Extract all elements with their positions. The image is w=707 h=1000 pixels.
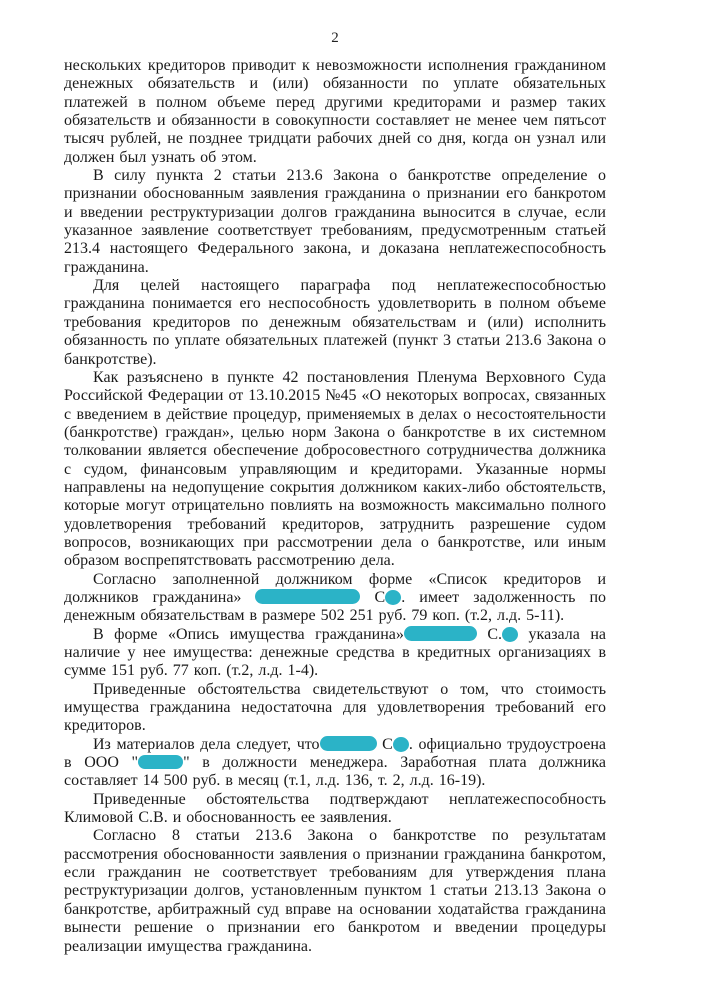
redaction-mark-company	[138, 755, 183, 769]
paragraph-text: Для целей настоящего параграфа под неплатежеспособностью гражданина понимается его неспособность удовлетворить в полном объеме требования кредиторов по денежным обязательствам и (или) исполнить обязанность по уплате обязательных платежей (пункт 3 статьи 213.6 Закона о банкротстве).	[64, 277, 606, 368]
paragraph-plenum-42	[64, 369, 606, 571]
paragraph-text: Из материалов дела следует, что	[93, 735, 320, 753]
paragraph-text: . официально трудоустроена в ООО "	[64, 735, 607, 772]
paragraph-text: " в должности менеджера. Заработная плата должника составляет 14 500 руб. в месяц (т.1, л.д. 136, т. 2, л.д. 16-19).	[64, 754, 607, 790]
paragraph-text: Приведенные обстоятельства свидетельствуют о том, что стоимость имущества гражданина недостаточна для удовлетворения требований его кредиторов.	[64, 680, 606, 735]
paragraph-text: Приведенные обстоятельства подтверждают неплатежеспособность Климовой С.В. и обоснованность ее заявления.	[64, 790, 606, 827]
paragraph-conclusion-insolvency	[64, 791, 606, 828]
redaction-mark-initial	[385, 590, 401, 605]
paragraph-law-213-6-p8	[64, 827, 606, 955]
paragraph-insufficiency	[64, 681, 606, 736]
redaction-mark-initial	[502, 627, 518, 642]
paragraph-insolvency-definition	[64, 277, 606, 369]
page-number: 2	[331, 30, 339, 46]
redaction-mark-surname	[404, 626, 477, 641]
paragraph-creditors-list	[64, 571, 606, 626]
paragraph-text: Как разъяснено в пункте 42 постановления Пленума Верховного Суда Российской Федерации от 13.10.2015 №45 «О некоторых вопросах, связанных с введением в действие процедур, применяемых в делах о несостоятельности (банкротстве) граждан», целью норм Закона о банкротстве в их системном толковании является обеспечение добросовестного сотрудничества должника с судом, финансовым управляющим и кредиторами. Указанные нормы направлены на недопущение сокрытия должником каких-либо обстоятельств, которые могут отрицательно повлиять на возможность максимально полного удовлетворения требований кредиторов, затруднить разрешение судом вопросов, возникающих при рассмотрении дела о банкротстве, или иным образом воспрепятствовать рассмотрению дела.	[64, 368, 606, 570]
redaction-mark-surname	[255, 589, 360, 604]
paragraph-continuation	[64, 57, 606, 167]
paragraph-property-inventory	[64, 626, 606, 681]
paragraph-text: В силу пункта 2 статьи 213.6 Закона о банкротстве определение о признании обоснованным заявления гражданина о признании его банкротом и введении реструктуризации долгов гражданина выносится в случае, если указанное заявление соответствует требованиям, предусмотренным статьей 213.4 настоящего Федерального закона, и доказана неплатежеспособность гражданина.	[64, 167, 606, 276]
document-body	[64, 57, 606, 956]
paragraph-text: С	[376, 735, 393, 753]
paragraph-text: С.	[476, 625, 503, 643]
redaction-mark-surname	[320, 736, 377, 751]
paragraph-employment	[64, 736, 606, 791]
paragraph-text: С	[360, 588, 386, 606]
paragraph-text: Согласно 8 статьи 213.6 Закона о банкротстве по результатам рассмотрения обоснованности заявления о признании гражданина банкротом, если гражданин не соответствует требованиям для утверждения плана реструктуризации долгов, установленным пунктом 1 статьи 213.13 Закона о банкротстве, арбитражный суд вправе на основании ходатайства гражданина вынести решение о признании его банкротом и введении процедуры реализации имущества гражданина.	[64, 827, 606, 955]
paragraph-text: В форме «Опись имущества гражданина»	[93, 625, 404, 643]
paragraph-text: Согласно заполненной должником форме «Список кредиторов и должников гражданина»	[64, 570, 606, 606]
paragraph-text: . имеет задолженность по денежным обязательствам в размере 502 251 руб. 79 коп. (т.2, л.д. 5-11).	[64, 588, 607, 625]
paragraph-law-213-6-p2	[64, 167, 606, 277]
paragraph-text: нескольких кредиторов приводит к невозможности исполнения гражданином денежных обязательств и (или) обязанности по уплате обязательных платежей в полном объеме перед другими кредиторами и размер таких обязательств и обязанности в совокупности составляет не менее чем пятьсот тысяч рублей, не позднее тридцати рабочих дней со дня, когда он узнал или должен был узнать об этом.	[64, 57, 606, 166]
redaction-mark-initial	[393, 737, 409, 752]
paragraph-text: указала на наличие у нее имущества: денежные средства в кредитных организациях в сумме 151 руб. 77 коп. (т.2, л.д. 1-4).	[64, 625, 606, 680]
